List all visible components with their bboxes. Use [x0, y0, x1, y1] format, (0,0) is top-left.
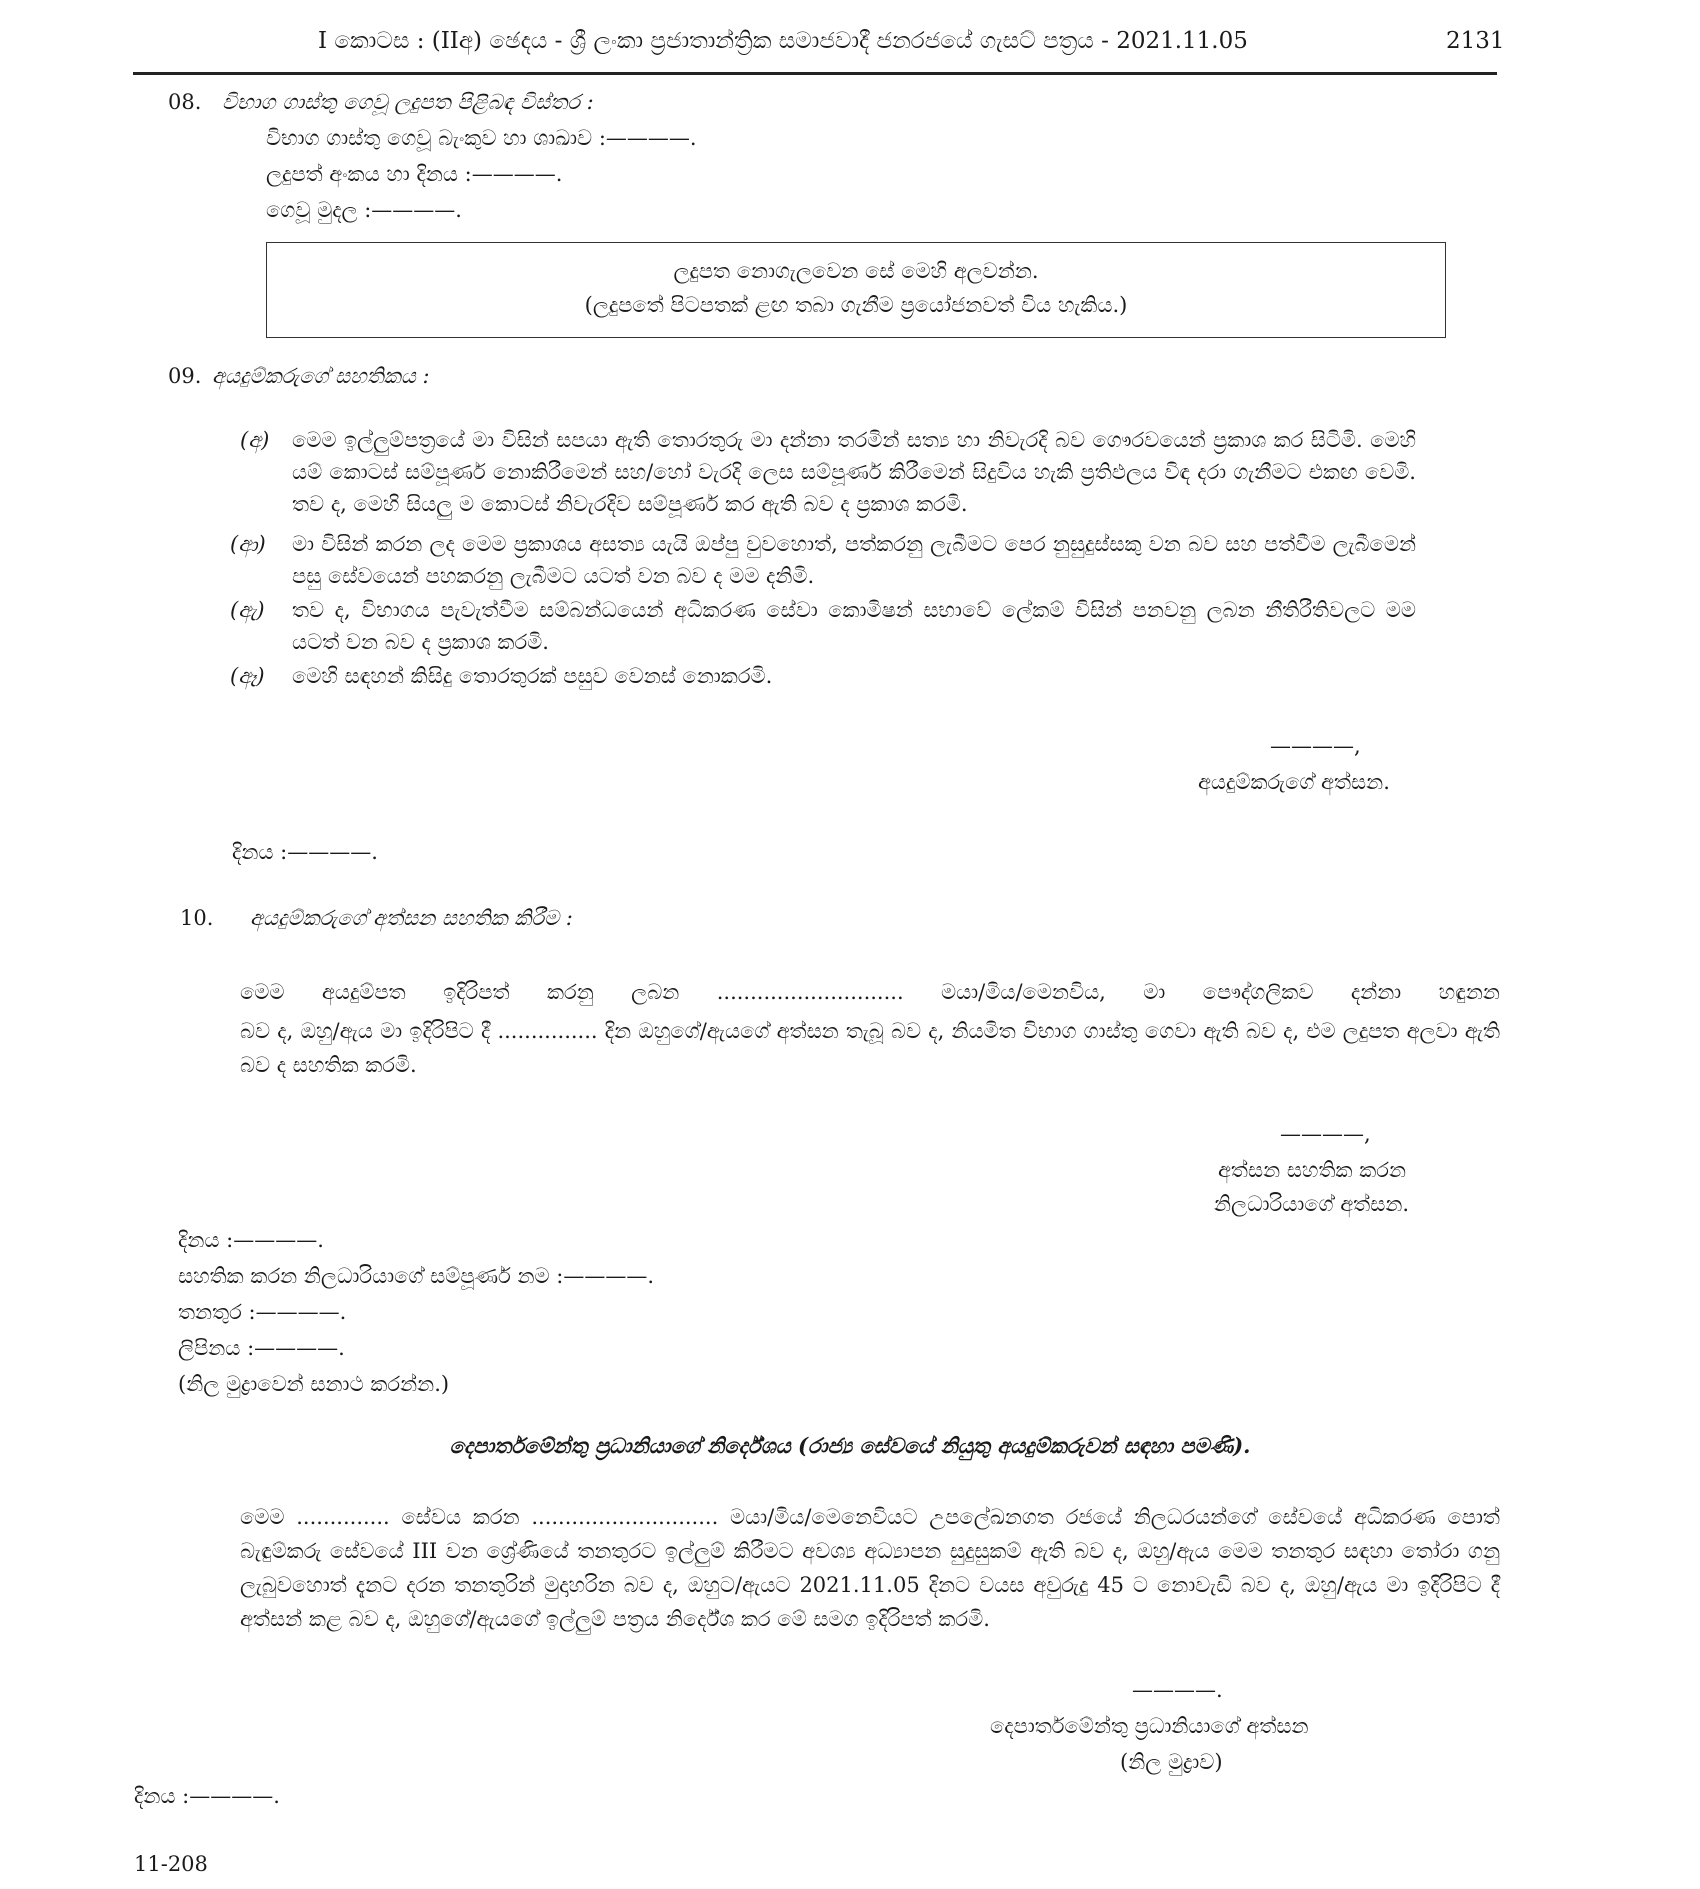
declaration-item: තව ද, විභාගය පැවැත්වීම සම්බන්ධයෙන් අධිකරණ සේවා කොමිෂන් සභාවේ ලේකම් විසින් පනවනු ලබන නීතිරීතිවලට මම යටත් වන බව ද ප්‍රකාශ කරමි.: [292, 598, 1416, 654]
receipt-number-date-field: ලදුපත් අංකය හා දිනය :————.: [266, 162, 563, 186]
declaration-item: මා විසින් කරන ලද මෙම ප්‍රකාශය අසත්‍ය යැයි ඔප්පු වුවහොත්, පත්කරනු ලැබීමට පෙර නුසුදුස්සකු වන බව සහ පත්වීම ලැබීමෙන් පසු සේවයෙන් පහකරනු ලැබීමට යටත් වන බව ද මම දනිමි.: [292, 532, 1417, 588]
section-09-number: 09.: [168, 364, 202, 388]
officer-signature-line: ————,: [1280, 1122, 1371, 1146]
section-09-heading: අයදුම්කරුගේ සහතිකය :: [212, 364, 430, 388]
declaration-item: මෙහි සඳහන් කිසිදු තොරතුරක් පසුව වෙනස් නොකරමි.: [292, 664, 773, 688]
dept-head-signature-line: ————.: [1132, 1678, 1223, 1702]
officer-signature-label: නිලධාරියාගේ අත්සන.: [1214, 1192, 1410, 1216]
amount-paid-field: ගෙවූ මුදල :————.: [266, 198, 462, 222]
item-mark: (අ): [240, 428, 270, 452]
dept-head-recommendation: මෙම .............. සේවය කරන ............................ මයා/මිය/මෙනෙවියට උපලේඛනගත රජයේ නිලධරයන්ගේ සේවයේ අධිකරණ පොත් බැඳුම්කරු සේවයේ III වන ශ්‍රේණියේ තනතුරට ඉල්ලුම් කිරීමට අවශ්‍ය අධ්‍යාපන සුදුසුකම් ඇති බව ද, ඔහු/ඇය මෙම තනතුර සඳහා තෝරා ගනු ලැබුවහොත් දැනට දරන තනතුරින් මුදාහරින බව ද, ඔහුට/ඇයට 2021.11.05 දිනට වයස අවුරුදු 45 ට නොවැඩි බව ද, ඔහු/ඇය මා ඉදිරිපිට දී අත්සන් කළ බව ද, ඔහුගේ/ඇයගේ ඉල්ලුම් පත්‍රය නිර්දේශ කර මේ සමග ඉදිරිපත් කරමි.: [240, 1505, 1500, 1631]
footer-code: 11-208: [134, 1852, 208, 1876]
header-rule: [133, 72, 1497, 75]
attestation-paragraph: බව ද, ඔහු/ඇය මා ඉදිරිපිට දී ............... දින ඔහුගේ/ඇයගේ අත්සන තැබූ බව ද, නියමිත විභාග ගාස්තු ගෙවා ඇති බව ද, එම ලදුපත අලවා ඇති බව ද සහතික කරමි.: [240, 1019, 1500, 1077]
item-mark: (ඈ): [230, 664, 265, 688]
officer-position-field: තනතුර :————.: [178, 1300, 347, 1324]
officer-address-field: ලිපිනය :————.: [178, 1336, 345, 1360]
dept-head-signature-label: දෙපාර්තමේන්තු ප්‍රධානියාගේ අත්සන: [990, 1714, 1309, 1738]
section-10-heading: අයදුම්කරුගේ අත්සන සහතික කිරීම :: [250, 906, 573, 930]
receipt-box-instruction: ලදුපත නොගැලවෙන සේ මෙහි අලවන්න.: [673, 259, 1039, 283]
official-seal-label: (නිල මුද්‍රාව): [1120, 1750, 1223, 1774]
running-title: I කොටස : (IIඅ) ඡෙදය - ශ්‍රී ලංකා ප්‍රජාතාන්ත්‍රික සමාජවාදී ජනරජයේ ගැසට් පත්‍රය - 2021.11.05: [318, 28, 1248, 54]
bank-branch-field: විභාග ගාස්තු ගෙවූ බැංකුව හා ශාඛාව :————.: [266, 126, 697, 150]
dept-head-heading: දෙපාර්තමේන්තු ප්‍රධානියාගේ නිර්දේශය (රාජ්‍ය සේවයේ නියුතු අයදුම්කරුවන් සඳහා පමණි).: [449, 1433, 1251, 1458]
item-mark: (ආ): [230, 532, 266, 556]
applicant-signature-line: ————,: [1270, 734, 1361, 758]
attestation-paragraph-line1: මෙම අයදුම්පත ඉදිරිපත් කරනු ලබන ............................ මයා/මිය/මෙනවිය, මා පෞද්ගලිකව දන්නා හඳුනන: [240, 980, 1500, 1004]
declaration-item: මෙම ඉල්ලුම්පත්‍රයේ මා විසින් සපයා ඇති තොරතුරු මා දන්නා තරමින් සත්‍ය හා නිවැරදි බව ගෞරවයෙන් ප්‍රකාශ කර සිටිමි. මෙහි යම් කොටස් සම්පූර්ණ නොකිරීමෙන් සහ/හෝ වැරදි ලෙස සම්පූර්ණ කිරීමෙන් සිදුවිය හැකි ප්‍රතිඵලය විඳ දරා ගැනීමට එකඟ වෙමි. තව ද, මෙහි සියලු ම කොටස් නිවැරදිව සම්පූර්ණ කර ඇති බව ද ප්‍රකාශ කරමි.: [292, 428, 1416, 516]
applicant-signature-label: අයදුම්කරුගේ අත්සන.: [1198, 770, 1390, 794]
section-08-number: 08.: [168, 90, 202, 114]
officer-full-name-field: සහතික කරන නිලධාරියාගේ සම්පූර්ණ නම :————.: [178, 1264, 655, 1288]
attest-date-field: දිනය :————.: [178, 1228, 324, 1252]
section-10-number: 10.: [180, 906, 214, 930]
page-number: 2131: [1446, 28, 1505, 54]
official-seal-note: (නිල මුද්‍රාවෙන් සනාථ කරන්න.): [178, 1372, 450, 1396]
applicant-date-field: දිනය :————.: [232, 840, 378, 864]
receipt-paste-box: [266, 242, 1446, 338]
receipt-box-note: (ලදුපතේ පිටපතක් ළඟ තබා ගැනීම ප්‍රයෝජනවත් විය හැකිය.): [584, 293, 1128, 317]
dept-date-field: දිනය :————.: [134, 1784, 280, 1808]
officer-signature-label: අත්සන සහතික කරන: [1218, 1158, 1407, 1182]
section-08-heading: විභාග ගාස්තු ගෙවූ ලදුපත පිළිබඳ විස්තර :: [222, 90, 594, 114]
item-mark: (ඇ): [230, 598, 265, 622]
